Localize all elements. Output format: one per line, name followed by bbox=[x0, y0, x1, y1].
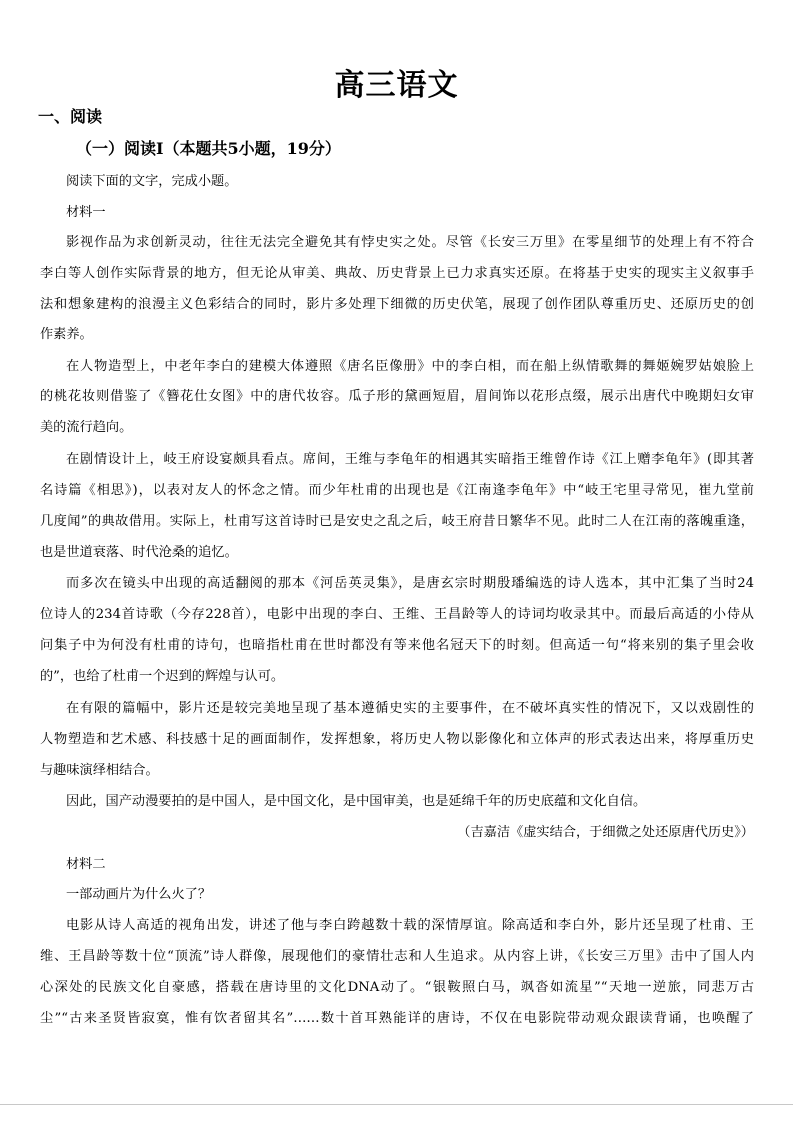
paragraph-line: 在人物造型上，中老年李白的建模大体遵照《唐名臣像册》中的李白相，而在船上纵情歌舞的舞姬婉罗姑娘脸上 bbox=[66, 359, 754, 374]
paragraph-line: 人物塑造和艺术感、科技感十足的画面制作，发挥想象，将历史人物以影像化和立体声的形式表达出来，将厚重历史 bbox=[40, 732, 754, 747]
paragraph-line: 因此，国产动漫要拍的是中国人，是中国文化，是中国审美，也是延绵千年的历史底蕴和文化自信。 bbox=[66, 794, 647, 809]
paragraph-line: 美的流行趋向。 bbox=[40, 420, 133, 435]
paragraph-line: 也是世道衰落、时代沧桑的追忆。 bbox=[40, 545, 238, 560]
paragraph-line: 法和想象建构的浪漫主义色彩结合的同时，影片多处理下细微的历史伏笔，展现了创作团队尊重历史、还原历史的创 bbox=[40, 297, 754, 312]
paragraph-line: 位诗人的234首诗歌（今存228首），电影中出现的李白、王维、王昌龄等人的诗词均收录其中。而最后高适的小侍从 bbox=[40, 607, 754, 622]
paragraph-line: 在剧情设计上，岐王府设宴颇具看点。席间，王维与李龟年的相遇其实暗指王维曾作诗《江上赠李龟年》(即其著 bbox=[66, 452, 754, 467]
paragraph-line: 电影从诗人高适的视角出发，讲述了他与李白跨越数十载的深情厚谊。除高适和李白外，影片还呈现了杜甫、王 bbox=[66, 918, 754, 933]
paragraph-line: 几度闻”的典故借用。实际上，杜甫写这首诗时已是安史之乱之后，岐王府昔日繁华不见。此时二人在江南的落魄重逢， bbox=[40, 514, 754, 529]
paragraph-line: 作素养。 bbox=[40, 327, 93, 342]
paragraph-line: 在有限的篇幅中，影片还是较完美地呈现了基本遵循史实的主要事件，在不破坏真实性的情况下，又以戏剧性的 bbox=[66, 701, 754, 716]
paragraph-line: 与趣味演绎相结合。 bbox=[40, 763, 159, 778]
page-title: 高三语文 bbox=[334, 68, 459, 103]
paragraph-line: 尘”“古来圣贤皆寂寞，惟有饮者留其名”……数十首耳熟能详的唐诗，不仅在电影院带动观众跟读背诵，也唤醒了 bbox=[40, 1011, 754, 1026]
section-heading: 一、阅读 bbox=[38, 107, 103, 126]
paragraph-line: 名诗篇《相思》)，以表对友人的怀念之情。而少年杜甫的出现也是《江南逢李龟年》中“岐王宅里寻常见，崔九堂前 bbox=[40, 483, 754, 498]
paragraph-line: 的桃花妆则借鉴了《簪花仕女图》中的唐代妆容。瓜子形的黛画短眉，眉间饰以花形点缀，展示出唐代中晚期妇女审 bbox=[40, 389, 754, 404]
material-one-label: 材料一 bbox=[66, 205, 106, 220]
paragraph-line: 而多次在镜头中出现的高适翻阅的那本《河岳英灵集》，是唐玄宗时期殷璠编选的诗人选本，其中汇集了当时24 bbox=[66, 576, 754, 591]
paragraph-line: 李白等人创作实际背景的地方，但无论从审美、典故、历史背景上已力求真实还原。在将基于史实的现实主义叙事手 bbox=[40, 266, 754, 281]
paragraph-line: 问集子中为何没有杜甫的诗句，也暗指杜甫在世时都没有等来他名冠天下的时刻。但高适一句“将来别的集子里会收 bbox=[40, 638, 754, 653]
paragraph-line: 维、王昌龄等数十位“顶流”诗人群像，展现他们的豪情壮志和人生追求。从内容上讲，《长安三万里》击中了国人内 bbox=[40, 949, 754, 964]
instruction-text: 阅读下面的文字，完成小题。 bbox=[66, 174, 238, 189]
paragraph-line: 的”，也给了杜甫一个迟到的辉煌与认可。 bbox=[40, 669, 285, 684]
page-bottom-divider bbox=[0, 1104, 793, 1105]
paragraph-line: 心深处的民族文化自豪感，搭载在唐诗里的文化DNA动了。“银鞍照白马，飒沓如流星”“天地一逆旅，同悲万古 bbox=[40, 980, 754, 995]
material-two-label: 材料二 bbox=[66, 857, 106, 872]
source-citation: （吉嘉洁《虚实结合，于细微之处还原唐代历史》） bbox=[457, 825, 754, 840]
question-line: 一部动画片为什么火了？ bbox=[66, 887, 212, 902]
subsection-heading: （一）阅读Ⅰ（本题共5小题，19分） bbox=[76, 139, 341, 158]
paragraph-line: 影视作品为求创新灵动，往往无法完全避免其有悖史实之处。尽管《长安三万里》在零星细节的处理上有不符合 bbox=[66, 235, 754, 250]
